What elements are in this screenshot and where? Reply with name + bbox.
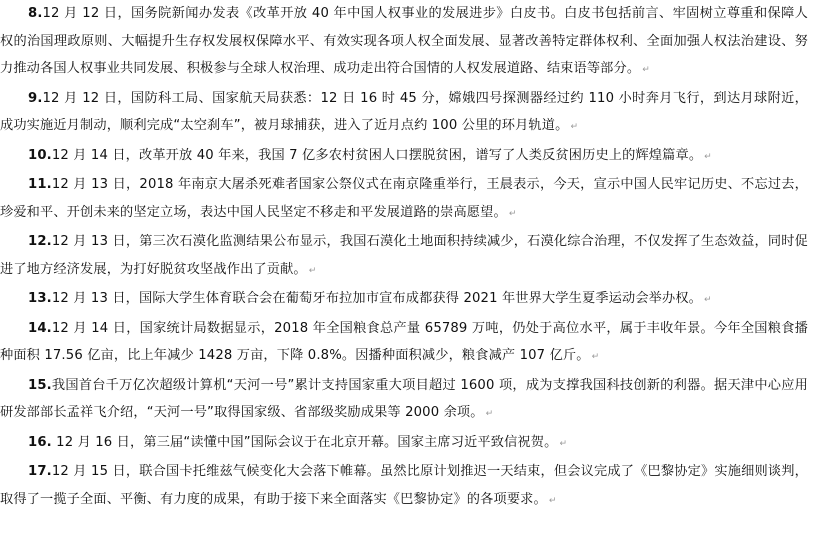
item-number: 14. <box>28 320 52 336</box>
paragraph-mark-icon: ↵ <box>485 409 494 419</box>
news-item-8 <box>0 0 808 85</box>
item-text: 12 月 13 日，第三次石漠化监测结果公布显示，我国石漠化土地面积持续减少，石漠化综合治理，不仅发挥了生态效益，同时促进了地方经济发展，为打好脱贫攻坚战作出了贡献。 <box>0 234 808 277</box>
news-item-17 <box>0 458 808 515</box>
item-number: 13. <box>28 291 52 306</box>
news-item-15 <box>0 372 808 429</box>
item-number: 8. <box>28 6 43 21</box>
item-text: 12 月 12 日，国务院新闻办发表《改革开放 40 年中国人权事业的发展进步》白皮书。白皮书包括前言、牢固树立尊重和保障人权的治国理政原则、大幅提升生存权发展权保障水平、有效实现各项人权全面发展、显著改善特定群体权利、全面加强人权法治建设、努力推动各国人权事业共同发展、积极参与全球人权治理、成功走出符合国情的人权发展道路、结束语等部分。 <box>0 6 808 76</box>
paragraph-mark-icon: ↵ <box>508 208 517 219</box>
item-text: 12 月 14 日，改革开放 40 年来，我国 7 亿多农村贫困人口摆脱贫困，谱写了人类反贫困历史上的辉煌篇章。 <box>51 147 703 163</box>
paragraph-mark-icon: ↵ <box>570 122 579 132</box>
news-item-9 <box>0 85 808 142</box>
item-number: 15. <box>28 377 52 393</box>
item-text: 12 月 14 日，国家统计局数据显示，2018 年全国粮食总产量 65789 万吨，仍处于高位水平，属于丰收年景。今年全国粮食播种面积 17.56 亿亩，比上年减少 1428 万亩，下降 0.8%。因播种面积减少，粮食减产 107 亿斤。 <box>0 320 808 363</box>
news-item-12 <box>0 228 808 285</box>
news-item-11 <box>0 171 808 228</box>
paragraph-mark-icon: ↵ <box>559 438 568 449</box>
paragraph-mark-icon: ↵ <box>591 352 600 362</box>
item-text: 12 月 13 日，2018 年南京大屠杀死难者国家公祭仪式在南京隆重举行，王晨表示，今天，宣示中国人民牢记历史、不忘过去，珍爱和平、开创未来的坚定立场，表达中国人民坚定不移走和平发展道路的崇高愿望。 <box>0 177 808 220</box>
item-number: 16. <box>28 434 52 450</box>
item-number: 12. <box>28 234 52 249</box>
item-text: 我国首台千万亿次超级计算机“天河一号”累计支持国家重大项目超过 1600 项，成为支撑我国科技创新的利器。据天津中心应用研发部部长孟祥飞介绍，“天河一号”取得国家级、省部级奖励成果等 2000 余项。 <box>0 377 808 420</box>
item-number: 9. <box>28 90 43 106</box>
paragraph-mark-icon: ↵ <box>548 495 557 506</box>
item-number: 10. <box>28 147 52 163</box>
paragraph-mark-icon: ↵ <box>308 265 317 276</box>
item-number: 17. <box>28 464 52 479</box>
paragraph-mark-icon: ↵ <box>642 65 650 75</box>
news-item-13 <box>0 285 808 315</box>
item-text: 12 月 12 日，国防科工局、国家航天局获悉：12 日 16 时 45 分，嫦娥四号探测器经过约 110 小时奔月飞行，到达月球附近，成功实施近月制动，顺利完成“太空刹车”，被月球捕获，进入了近月点约 100 公里的环月轨道。 <box>0 90 808 133</box>
news-item-10 <box>0 142 808 172</box>
paragraph-mark-icon: ↵ <box>704 151 712 162</box>
item-text: 12 月 15 日，联合国卡托维兹气候变化大会落下帷幕。虽然比原计划推迟一天结束，但会议完成了《巴黎协定》实施细则谈判，取得了一揽子全面、平衡、有力度的成果，有助于接下来全面落实《巴黎协定》的各项要求。 <box>0 464 808 507</box>
item-number: 11. <box>28 177 52 192</box>
paragraph-mark-icon: ↵ <box>704 295 712 305</box>
news-item-16 <box>0 429 808 459</box>
item-text: 12 月 16 日，第三届“读懂中国”国际会议于在北京开幕。国家主席习近平致信祝贺。 <box>51 434 558 450</box>
item-text: 12 月 13 日，国际大学生体育联合会在葡萄牙布拉加市宣布成都获得 2021 年世界大学生夏季运动会举办权。 <box>51 291 703 306</box>
news-item-14 <box>0 315 808 372</box>
